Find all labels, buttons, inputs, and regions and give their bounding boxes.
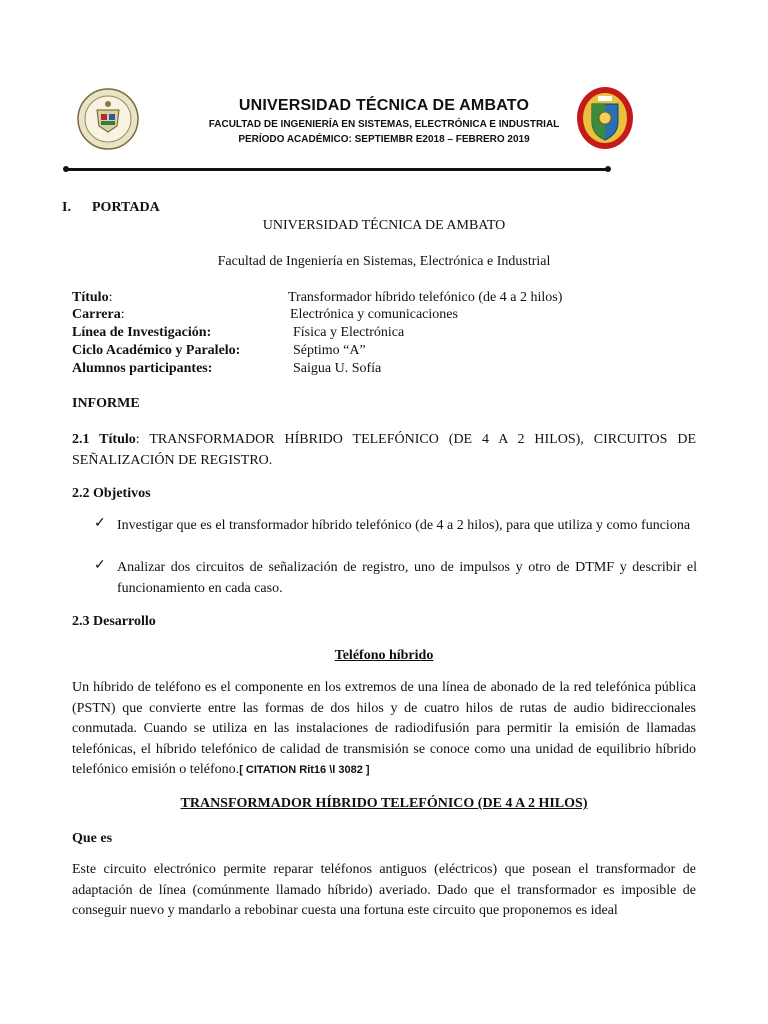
field-value-carrera: Electrónica y comunicaciones bbox=[290, 307, 458, 322]
objectives-heading: 2.2 Objetivos bbox=[72, 486, 151, 501]
report-title-text: : TRANSFORMADOR HÍBRIDO TELEFÓNICO (DE 4 A 2 HILOS), CIRCUITOS DE SEÑALIZACIÓN DE REGISTRO. bbox=[72, 432, 696, 468]
header-period: PERÍODO ACADÉMICO: SEPTIEMBR E2018 – FEBRERO 2019 bbox=[238, 134, 530, 145]
header-university: UNIVERSIDAD TÉCNICA DE AMBATO bbox=[238, 97, 530, 114]
field-value-alumnos: Saigua U. Sofía bbox=[293, 361, 382, 376]
divider-right-dot bbox=[605, 166, 611, 172]
field-label-suffix: : bbox=[108, 290, 113, 305]
check-icon: ✓ bbox=[94, 516, 106, 531]
report-title-label: 2.1 Título bbox=[72, 432, 136, 447]
field-label-linea: Línea de Investigación: bbox=[72, 325, 212, 340]
que-es-heading: Que es bbox=[72, 831, 113, 846]
paragraph-text: Un híbrido de teléfono es el componente en los extremos de una línea de abonado de la red telefónica pública (PSTN) que convierte entre las formas de dos hilos y de cuatro hilos de rutas de audio bidireccionales conmutada. Cuando se utiliza en las instalaciones de radiodifusión para permitir la emisión de llamadas telefónicas, el híbrido telefónico de calidad de transmisión se conoce como una unidad de equilibrio híbrido telefónico emisión o teléfono. bbox=[72, 680, 696, 778]
section-title: PORTADA bbox=[92, 200, 160, 215]
divider-left-dot bbox=[63, 166, 69, 172]
paragraph-telefono-hibrido bbox=[72, 678, 696, 781]
section-number: I. bbox=[62, 200, 71, 215]
header-faculty: FACULTAD DE INGENIERÍA EN SISTEMAS, ELECTRÓNICA E INDUSTRIAL bbox=[208, 119, 560, 130]
field-value-linea: Física y Electrónica bbox=[293, 325, 405, 340]
field-value-titulo: Transformador híbrido telefónico (de 4 a 2 hilos) bbox=[288, 290, 563, 305]
citation-field: [ CITATION Rit16 \l 3082 ] bbox=[239, 764, 370, 777]
check-icon: ✓ bbox=[94, 558, 106, 573]
field-label-carrera bbox=[72, 305, 125, 325]
paragraph-que-es: Este circuito electrónico permite reparar teléfonos antiguos (eléctricos) que posean el transformador de adaptación de línea (comúnmente llamado híbrido) averiado. Dado que el transformador es imposible de conseguir nuevo y mandarlo a rebobinar cuesta una fortuna este circuito que proponemos es ideal bbox=[72, 862, 696, 919]
objective-item: Investigar que es el transformador híbrido telefónico (de 4 a 2 hilos), para que utiliza y como funciona bbox=[117, 518, 691, 533]
cover-university: UNIVERSIDAD TÉCNICA DE AMBATO bbox=[262, 218, 506, 233]
field-label-suffix: : bbox=[120, 307, 125, 322]
subheading-telefono-hibrido: Teléfono híbrido bbox=[334, 648, 434, 663]
field-value-ciclo: Séptimo “A” bbox=[293, 343, 366, 358]
objective-item: Analizar dos circuitos de señalización de registro, uno de impulsos y otro de DTMF y describir el funcionamiento en cada caso. bbox=[117, 560, 697, 596]
report-heading: INFORME bbox=[72, 396, 140, 411]
header-divider bbox=[66, 168, 608, 171]
report-title-paragraph bbox=[72, 430, 696, 471]
field-label-ciclo: Ciclo Académico y Paralelo: bbox=[72, 343, 241, 358]
subheading-transformador: TRANSFORMADOR HÍBRIDO TELEFÓNICO (DE 4 A 2 HILOS) bbox=[180, 796, 588, 811]
field-label-text: Carrera bbox=[72, 307, 121, 322]
cover-faculty: Facultad de Ingeniería en Sistemas, Electrónica e Industrial bbox=[217, 254, 551, 269]
field-label-alumnos: Alumnos participantes: bbox=[72, 361, 213, 376]
field-label-text: Título bbox=[72, 290, 109, 305]
development-heading: 2.3 Desarrollo bbox=[72, 614, 156, 629]
